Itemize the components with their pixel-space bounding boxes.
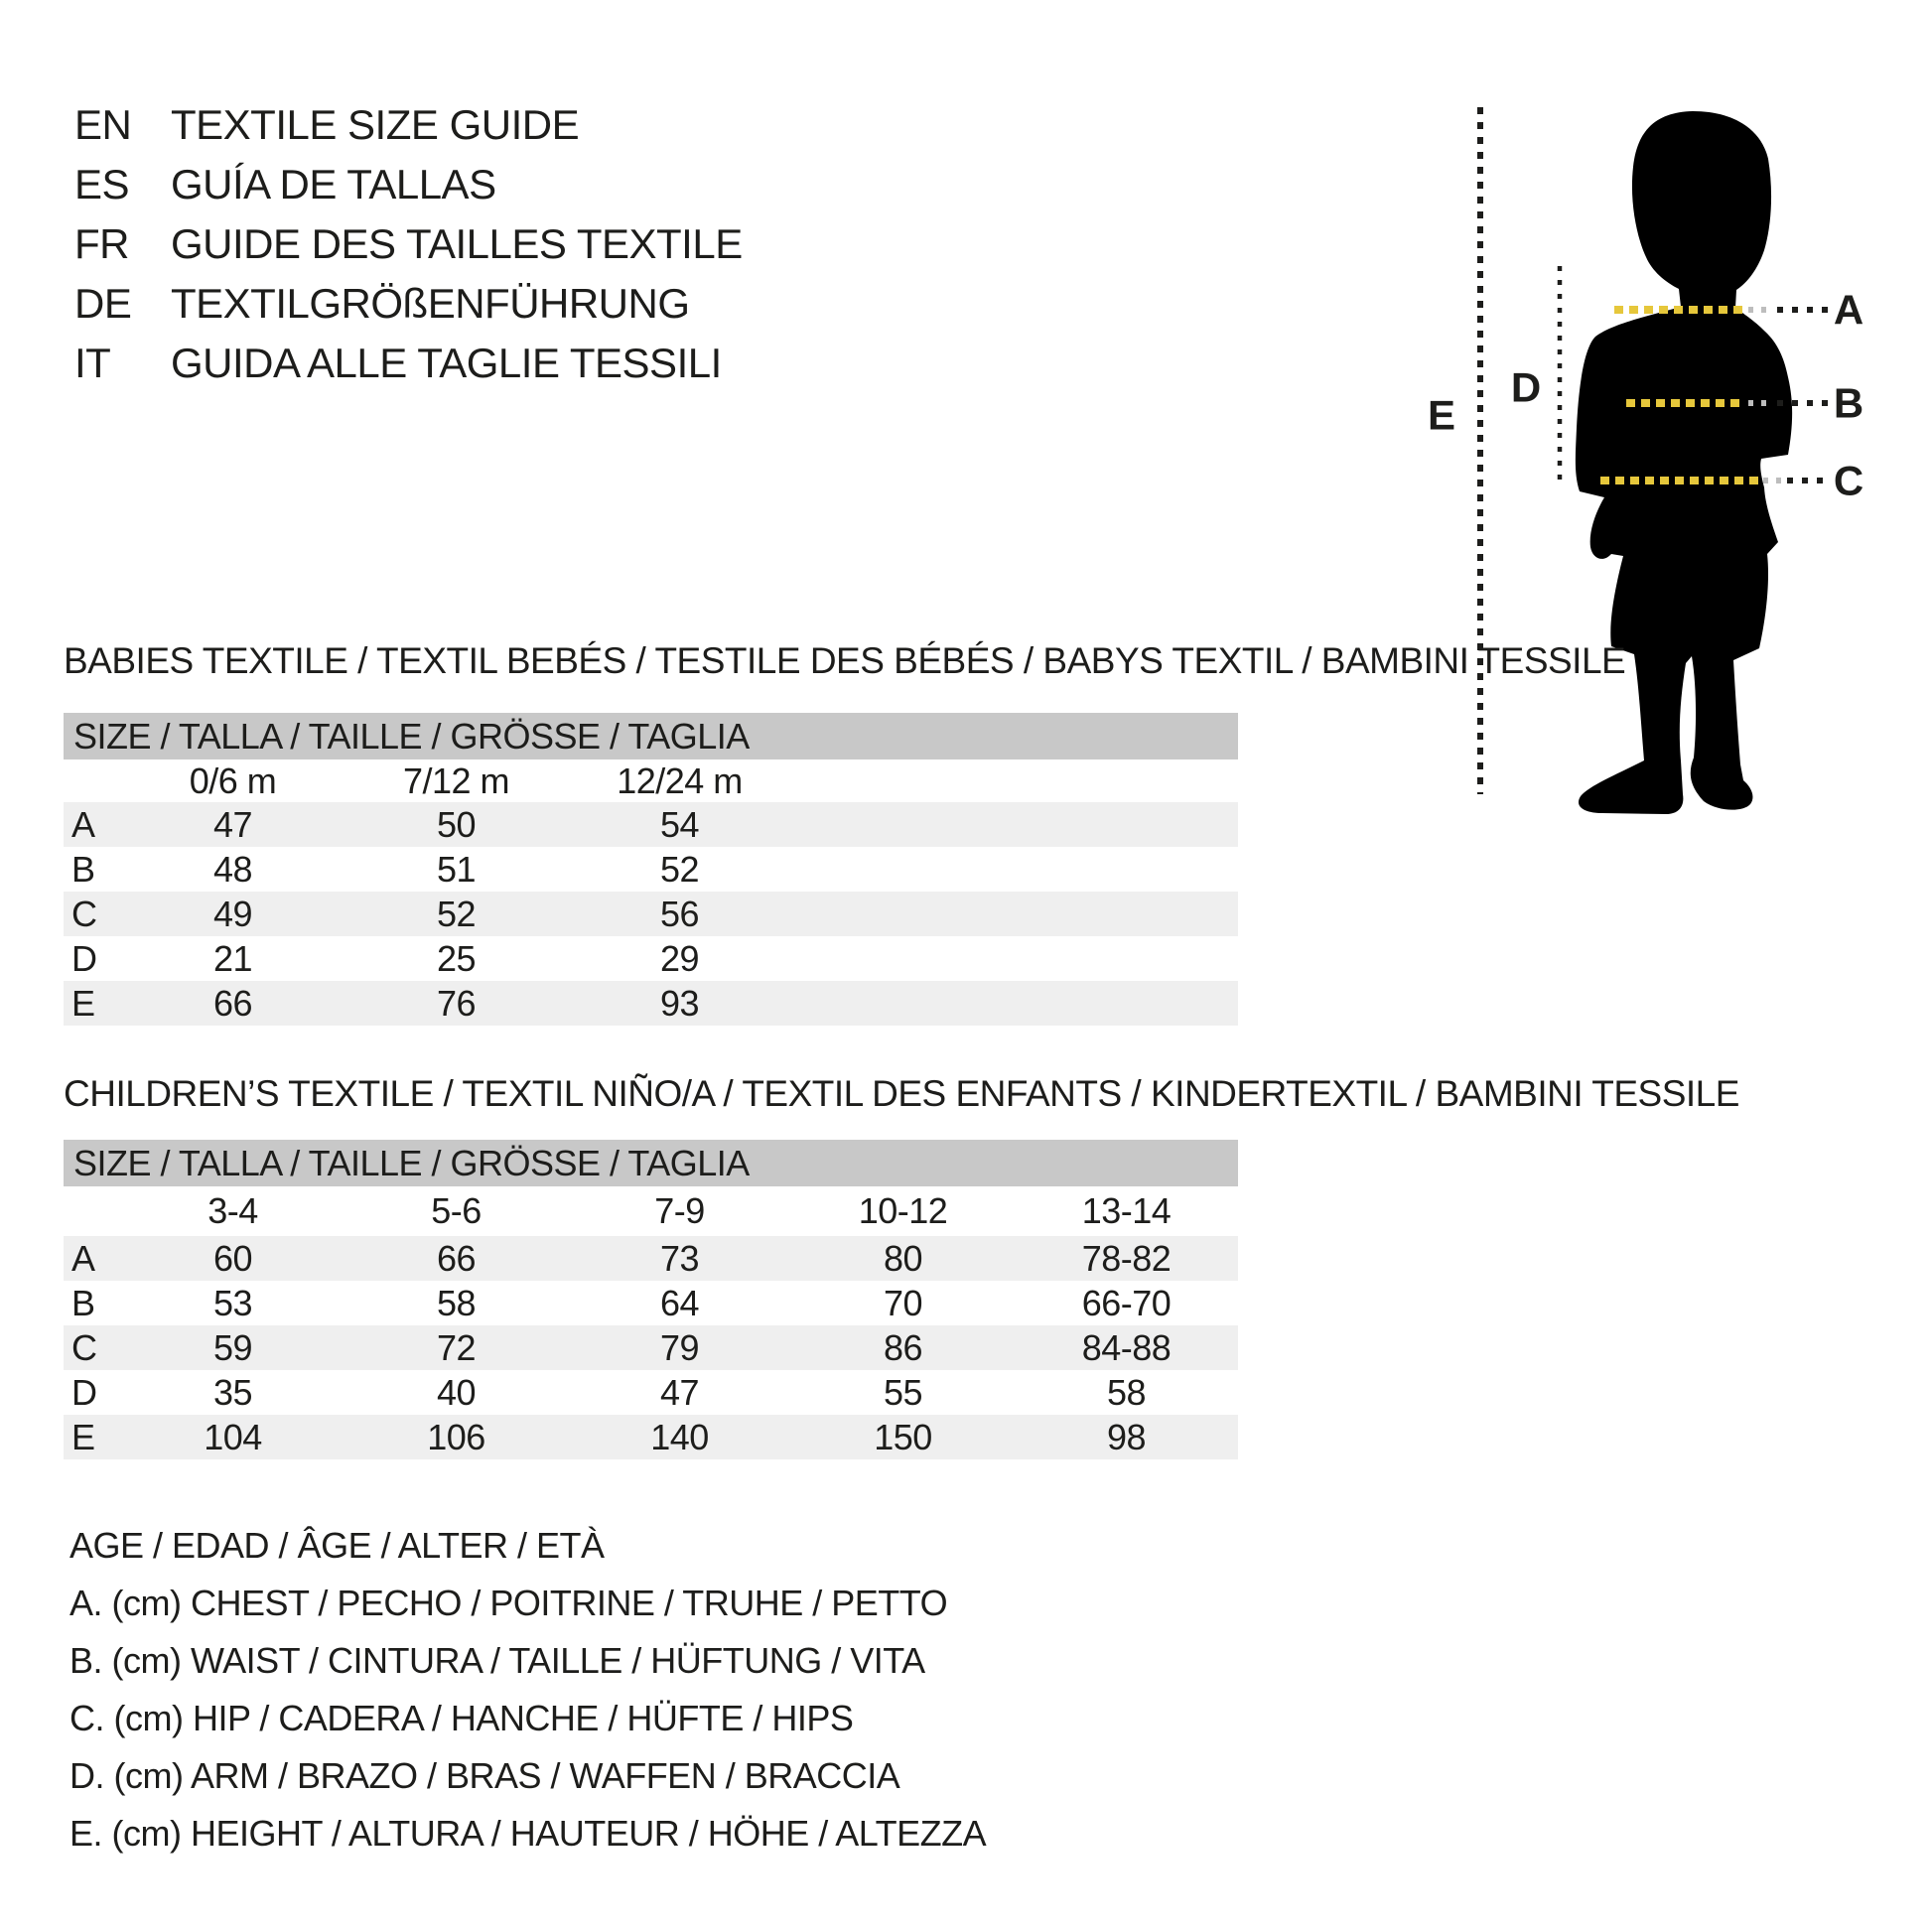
- table-row: [64, 1325, 1238, 1370]
- babies-section-heading: BABIES TEXTILE / TEXTIL BEBÉS / TESTILE DES BÉBÉS / BABYS TEXTIL / BAMBINI TESSILE: [64, 640, 1626, 681]
- cell-value: 55: [883, 1371, 923, 1413]
- language-code: ES: [74, 161, 130, 207]
- cell-value: 66: [212, 982, 253, 1024]
- language-row: [74, 274, 743, 334]
- cell-value: 66: [436, 1237, 477, 1279]
- table-row: [64, 802, 1238, 847]
- column-header: 3-4: [207, 1190, 258, 1231]
- table-row: [64, 892, 1238, 936]
- cell-value: 140: [650, 1416, 709, 1457]
- cell-value: 40: [436, 1371, 477, 1413]
- table-row: [64, 847, 1238, 892]
- cell-value: 64: [659, 1282, 700, 1323]
- babies-column-header-row: [64, 759, 1238, 802]
- language-row: [74, 155, 743, 214]
- legend-line-waist: B. (cm) WAIST / CINTURA / TAILLE / HÜFTUNG / VITA: [69, 1640, 925, 1681]
- row-label: E: [71, 1416, 95, 1457]
- cell-value: 86: [883, 1326, 923, 1368]
- cell-value: 80: [883, 1237, 923, 1279]
- legend-line-chest: A. (cm) CHEST / PECHO / POITRINE / TRUHE / PETTO: [69, 1583, 948, 1623]
- cell-value: 78-82: [1081, 1237, 1172, 1279]
- legend-line-arm: D. (cm) ARM / BRAZO / BRAS / WAFFEN / BRACCIA: [69, 1755, 900, 1796]
- cell-value: 59: [212, 1326, 253, 1368]
- figure-label-d: D: [1510, 363, 1542, 411]
- table-row: [64, 1236, 1238, 1281]
- measurement-figure: [1132, 60, 1932, 834]
- measurement-legend: [69, 1517, 986, 1863]
- column-header: 0/6 m: [189, 759, 277, 801]
- figure-label-b: B: [1833, 379, 1864, 427]
- babies-size-header-bar: [64, 713, 1238, 759]
- row-label: A: [71, 1237, 95, 1279]
- children-column-header-row: [64, 1186, 1238, 1236]
- cell-value: 150: [874, 1416, 932, 1457]
- row-label: B: [71, 848, 95, 890]
- row-label: C: [71, 1326, 97, 1368]
- table-row: [64, 1281, 1238, 1325]
- language-code: EN: [74, 101, 132, 148]
- cell-value: 47: [212, 803, 253, 845]
- cell-value: 76: [436, 982, 477, 1024]
- row-label: A: [71, 803, 95, 845]
- figure-label-c: C: [1833, 457, 1864, 504]
- row-label: B: [71, 1282, 95, 1323]
- language-title: GUIDA ALLE TAGLIE TESSILI: [171, 340, 722, 386]
- cell-value: 104: [204, 1416, 262, 1457]
- cell-value: 21: [212, 937, 253, 979]
- cell-value: 93: [659, 982, 700, 1024]
- cell-value: 52: [659, 848, 700, 890]
- children-size-header-bar: [64, 1140, 1238, 1186]
- cell-value: 60: [212, 1237, 253, 1279]
- column-header: 12/24 m: [617, 759, 743, 801]
- table-row: [64, 1415, 1238, 1459]
- cell-value: 73: [659, 1237, 700, 1279]
- language-code: DE: [74, 280, 132, 327]
- table-row: [64, 981, 1238, 1026]
- children-section-heading: CHILDREN’S TEXTILE / TEXTIL NIÑO/A / TEXTIL DES ENFANTS / KINDERTEXTIL / BAMBINI TESSILE: [64, 1073, 1739, 1114]
- cell-value: 47: [659, 1371, 700, 1413]
- language-row: [74, 214, 743, 274]
- legend-line-height: E. (cm) HEIGHT / ALTURA / HAUTEUR / HÖHE / ALTEZZA: [69, 1813, 987, 1854]
- row-label: D: [71, 1371, 97, 1413]
- column-header: 5-6: [431, 1190, 482, 1231]
- cell-value: 79: [659, 1326, 700, 1368]
- language-title: GUÍA DE TALLAS: [171, 161, 496, 207]
- cell-value: 98: [1106, 1416, 1147, 1457]
- cell-value: 66-70: [1081, 1282, 1172, 1323]
- cell-value: 106: [427, 1416, 485, 1457]
- column-header: 7-9: [654, 1190, 705, 1231]
- cell-value: 58: [436, 1282, 477, 1323]
- cell-value: 48: [212, 848, 253, 890]
- language-row: [74, 95, 743, 155]
- cell-value: 50: [436, 803, 477, 845]
- cell-value: 70: [883, 1282, 923, 1323]
- cell-value: 84-88: [1081, 1326, 1172, 1368]
- cell-value: 51: [436, 848, 477, 890]
- column-header: 13-14: [1081, 1190, 1172, 1231]
- column-header: 7/12 m: [402, 759, 510, 801]
- cell-value: 35: [212, 1371, 253, 1413]
- language-title: TEXTILGRÖßENFÜHRUNG: [171, 280, 690, 327]
- cell-value: 52: [436, 893, 477, 934]
- figure-label-e: E: [1427, 391, 1456, 439]
- cell-value: 49: [212, 893, 253, 934]
- language-title: TEXTILE SIZE GUIDE: [171, 101, 580, 148]
- child-silhouette: [1576, 111, 1792, 814]
- cell-value: 56: [659, 893, 700, 934]
- size-header-label: SIZE / TALLA / TAILLE / GRÖSSE / TAGLIA: [73, 716, 750, 757]
- language-title: GUIDE DES TAILLES TEXTILE: [171, 220, 743, 267]
- table-row: [64, 936, 1238, 981]
- cell-value: 53: [212, 1282, 253, 1323]
- cell-value: 58: [1106, 1371, 1147, 1413]
- language-title-block: [74, 95, 743, 393]
- language-code: FR: [74, 220, 129, 267]
- row-label: E: [71, 982, 95, 1024]
- legend-line-age: AGE / EDAD / ÂGE / ALTER / ETÀ: [69, 1525, 605, 1566]
- language-code: IT: [74, 340, 111, 386]
- size-header-label: SIZE / TALLA / TAILLE / GRÖSSE / TAGLIA: [73, 1143, 750, 1183]
- cell-value: 72: [436, 1326, 477, 1368]
- column-header: 10-12: [858, 1190, 948, 1231]
- cell-value: 25: [436, 937, 477, 979]
- row-label: C: [71, 893, 97, 934]
- figure-label-a: A: [1833, 286, 1864, 334]
- cell-value: 29: [659, 937, 700, 979]
- table-row: [64, 1370, 1238, 1415]
- row-label: D: [71, 937, 97, 979]
- cell-value: 54: [659, 803, 700, 845]
- legend-line-hip: C. (cm) HIP / CADERA / HANCHE / HÜFTE / HIPS: [69, 1698, 854, 1738]
- language-row: [74, 334, 743, 393]
